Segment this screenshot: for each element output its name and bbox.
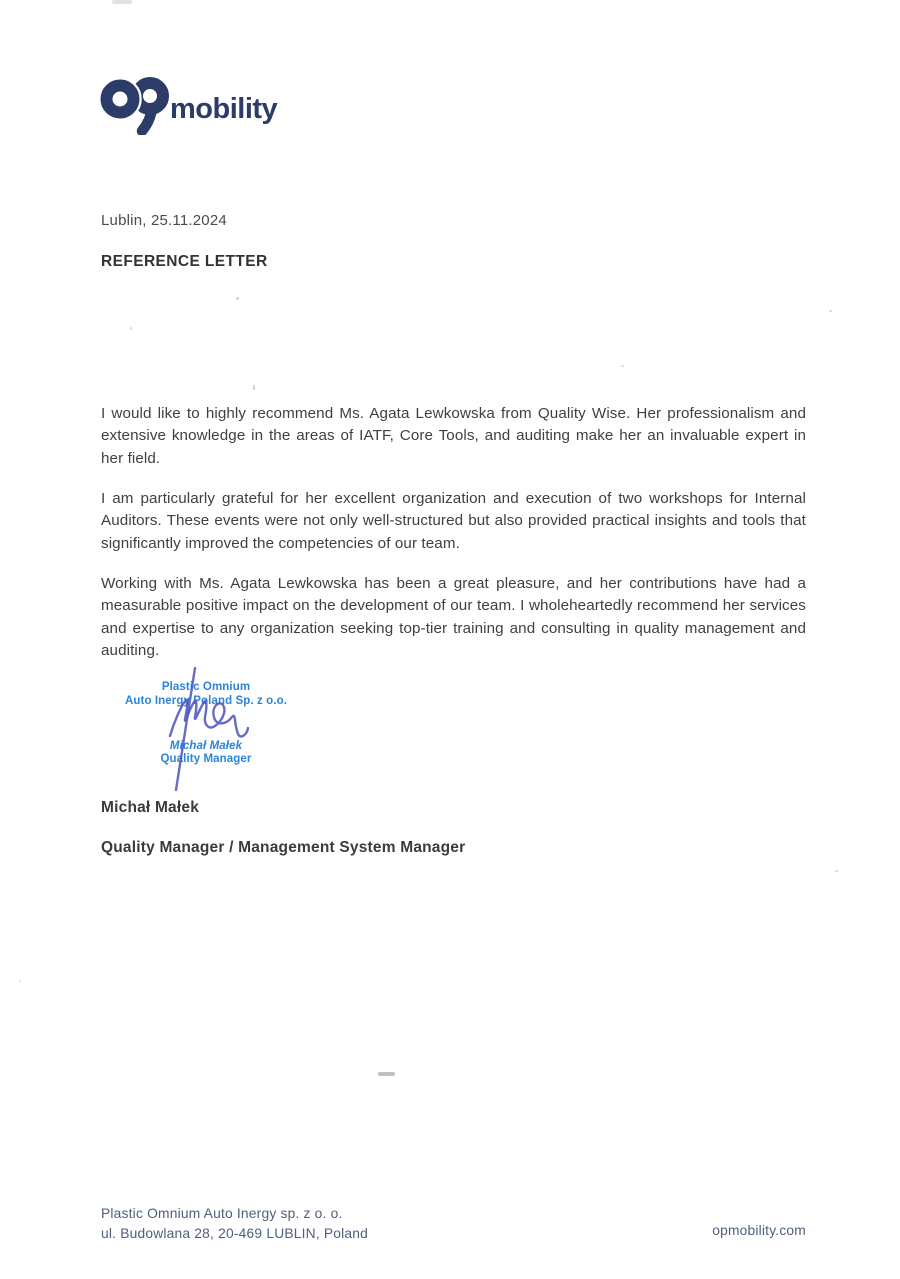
- scan-artifact: [621, 365, 624, 367]
- scan-artifact: [112, 0, 132, 4]
- scan-artifact: [253, 385, 255, 390]
- stamp-signer-name: Michał Małek: [169, 739, 243, 752]
- opmobility-logo: [100, 77, 278, 135]
- scan-artifact: [236, 297, 239, 300]
- footer-website: opmobility.com: [712, 1223, 806, 1238]
- stamp-company-line1: Plastic Omnium: [161, 681, 251, 693]
- letter-title: REFERENCE LETTER: [101, 253, 268, 270]
- paragraph-conclusion: Working with Ms. Agata Lewkowska has been a great pleasure, and her contributions have had a measurable positive impact on the development of our team. I wholeheartedly recommend her services and expertise to any organization seeking top-tier training and consulting in quality management and auditing.: [101, 575, 806, 660]
- paragraph-recommendation: I would like to highly recommend Ms. Agata Lewkowska from Quality Wise. Her professionalism and extensive knowledge in the areas of IATF, Core Tools, and auditing make her an invaluable expert in her field.: [101, 405, 806, 467]
- signer-title: Quality Manager / Management System Manager: [101, 839, 466, 856]
- scan-artifact: [835, 870, 838, 872]
- op-logo-symbol: [100, 77, 170, 135]
- scan-artifact: [19, 980, 21, 982]
- logo-brand-text: mobility: [170, 93, 278, 125]
- stamp-company-line2: Auto Inergy Poland Sp. z o.o.: [125, 694, 287, 707]
- paragraph-workshops: I am particularly grateful for her excellent organization and execution of two workshops for Internal Auditors. These events were not only well-structured but also provided practical insights and tools that significantly improved the competencies of our team.: [101, 490, 806, 552]
- stamp-signer-role: Quality Manager: [160, 753, 252, 766]
- handwritten-signature: [158, 660, 268, 795]
- date-line: Lublin, 25.11.2024: [101, 212, 227, 229]
- footer-company-block: [101, 1204, 368, 1243]
- signer-name: Michał Małek: [101, 799, 200, 816]
- scan-artifact: [829, 310, 832, 312]
- scan-artifact: [130, 327, 132, 330]
- scan-artifact: [378, 1072, 395, 1076]
- footer-company-name: Plastic Omnium Auto Inergy sp. z o. o.: [101, 1206, 343, 1221]
- footer-company-address: ul. Budowlana 28, 20-469 LUBLIN, Poland: [101, 1225, 369, 1241]
